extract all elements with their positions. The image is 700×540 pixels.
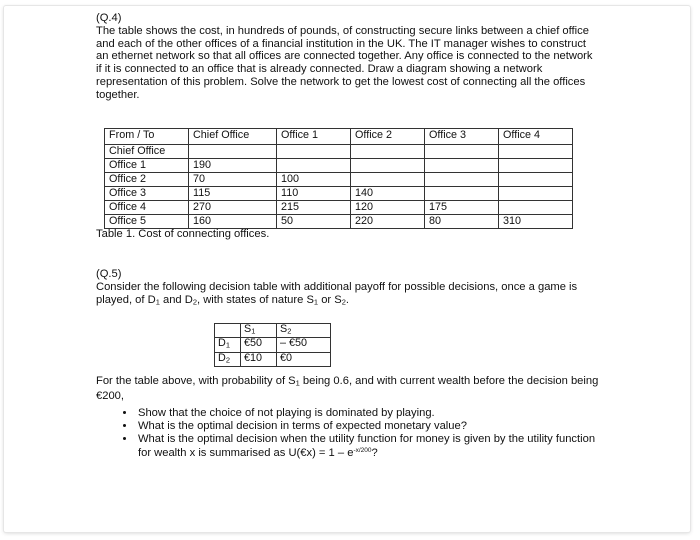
text-fragment: , with states of nature S xyxy=(197,293,314,306)
table-cell: €10 xyxy=(241,352,277,366)
subscript: 1 xyxy=(313,297,319,307)
question-4-text-line-3: an ethernet network so that all offices are connected together. Any office is connected to the network xyxy=(96,50,593,63)
table-cell xyxy=(215,324,241,338)
text-fragment: played, of D xyxy=(96,293,156,306)
text-fragment: and D xyxy=(159,293,193,306)
table-header-cell: Office 1 xyxy=(277,129,351,145)
cost-table xyxy=(104,128,573,229)
table-row xyxy=(215,352,331,366)
text-fragment: D xyxy=(218,337,226,350)
table-cell: 80 xyxy=(425,215,499,229)
table-row xyxy=(105,215,573,229)
text-fragment: being 0.6, and with current wealth before the decision being xyxy=(299,375,599,387)
table-row xyxy=(105,173,573,187)
text-fragment: or S xyxy=(318,293,342,306)
followup-line-1 xyxy=(96,375,616,390)
table-cell xyxy=(499,173,573,187)
table-cell: 215 xyxy=(277,201,351,215)
table-row xyxy=(215,324,331,338)
table-cell: 190 xyxy=(189,159,277,173)
table-cell: 110 xyxy=(277,187,351,201)
subscript: 1 xyxy=(155,297,160,307)
table-cell: Office 2 xyxy=(105,173,189,187)
text-fragment: for wealth x is summarised as U(€x) = 1 – e xyxy=(138,447,354,460)
subscript: 1 xyxy=(295,378,300,388)
question-4-text-line-4: if it is connected to an office that is already connected. Draw a diagram showing a network xyxy=(96,63,543,76)
question-4-label: (Q.4) xyxy=(96,12,122,24)
table-header-cell: Chief Office xyxy=(189,129,277,145)
table-cell: 310 xyxy=(499,215,573,229)
state-s2-header xyxy=(277,324,331,338)
table-header-cell: Office 3 xyxy=(425,129,499,145)
table-cell: 50 xyxy=(277,215,351,229)
table-cell xyxy=(351,145,425,159)
table-cell: Office 4 xyxy=(105,201,189,215)
text-fragment: S xyxy=(280,323,288,335)
table-cell: Office 5 xyxy=(105,215,189,229)
question-5-text-line-1: Consider the following decision table with additional payoff for possible decisions, once a game is xyxy=(96,280,578,293)
table-cell: Chief Office xyxy=(105,145,189,159)
table-cell xyxy=(499,159,573,173)
subscript: 1 xyxy=(251,326,256,336)
subscript: 2 xyxy=(225,355,230,365)
table-cell xyxy=(277,145,351,159)
table-cell xyxy=(425,145,499,159)
table-cell xyxy=(425,159,499,173)
table-cell xyxy=(499,145,573,159)
table-row xyxy=(215,338,331,352)
table-cell xyxy=(189,145,277,159)
table-cell xyxy=(499,187,573,201)
table-cell: 160 xyxy=(189,215,277,229)
table-cell: – €50 xyxy=(277,338,331,352)
question-4-text-line-2: and each of the other offices of a financial institution in the UK. The IT manager wishes to construct xyxy=(96,37,587,50)
followup-line-2: €200, xyxy=(96,390,124,403)
state-s1-header xyxy=(241,324,277,338)
table-cell xyxy=(499,201,573,215)
table-cell: Office 3 xyxy=(105,187,189,201)
table-cell xyxy=(425,173,499,187)
table-cell xyxy=(351,173,425,187)
table-cell: 140 xyxy=(351,187,425,201)
subscript: 2 xyxy=(287,326,292,336)
list-item xyxy=(136,433,616,461)
table-cell: 100 xyxy=(277,173,351,187)
table-cell: 120 xyxy=(351,201,425,215)
text-fragment: What is the optimal decision when the utility function for money is given by the utility function xyxy=(138,432,596,445)
question-5-label: (Q.5) xyxy=(96,268,122,280)
decision-d1-label xyxy=(215,338,241,352)
table-caption: Table 1. Cost of connecting offices. xyxy=(96,228,270,240)
table-row xyxy=(105,159,573,173)
subscript: 2 xyxy=(192,297,198,307)
question-4-text-line-6: together. xyxy=(96,88,140,101)
text-fragment: ? xyxy=(371,447,378,460)
table-cell: 115 xyxy=(189,187,277,201)
table-cell: €0 xyxy=(277,352,331,366)
table-cell: €50 xyxy=(241,338,277,352)
table-cell: 270 xyxy=(189,201,277,215)
question-5-text-line-2 xyxy=(96,294,606,309)
table-header-cell: Office 2 xyxy=(351,129,425,145)
question-4-text-line-5: representation of this problem. Solve the network to get the lowest cost of connecting all the offices xyxy=(96,75,586,88)
table-row xyxy=(105,201,573,215)
table-cell xyxy=(351,159,425,173)
table-cell: 175 xyxy=(425,201,499,215)
subscript: 1 xyxy=(225,340,230,350)
superscript: -x/200 xyxy=(353,447,372,455)
cost-table-header-row xyxy=(105,129,573,145)
table-cell: Office 1 xyxy=(105,159,189,173)
text-fragment: D xyxy=(218,351,226,364)
decision-table xyxy=(214,323,331,367)
question-4 xyxy=(96,12,606,102)
question-5-followup xyxy=(96,375,616,460)
subscript: 2 xyxy=(341,297,346,307)
table-cell xyxy=(277,159,351,173)
table-header-cell: Office 4 xyxy=(499,129,573,145)
text-fragment: For the table above, with probability of S xyxy=(96,375,296,387)
text-fragment: S xyxy=(244,323,252,335)
question-4-text-line-1: The table shows the cost, in hundreds of pounds, of constructing secure links between a chief office xyxy=(96,24,589,37)
bullet-list xyxy=(96,407,616,460)
table-row xyxy=(105,145,573,159)
table-row xyxy=(105,187,573,201)
decision-d2-label xyxy=(215,352,241,366)
question-5 xyxy=(96,268,606,309)
list-item: • What is the optimal decision in terms of expected monetary value? xyxy=(136,420,616,433)
text-fragment: . xyxy=(345,293,350,306)
list-item: • Show that the choice of not playing is dominated by playing. xyxy=(136,407,616,420)
table-cell xyxy=(425,187,499,201)
table-cell: 70 xyxy=(189,173,277,187)
table-cell: 220 xyxy=(351,215,425,229)
table-header-cell: From / To xyxy=(105,129,189,145)
